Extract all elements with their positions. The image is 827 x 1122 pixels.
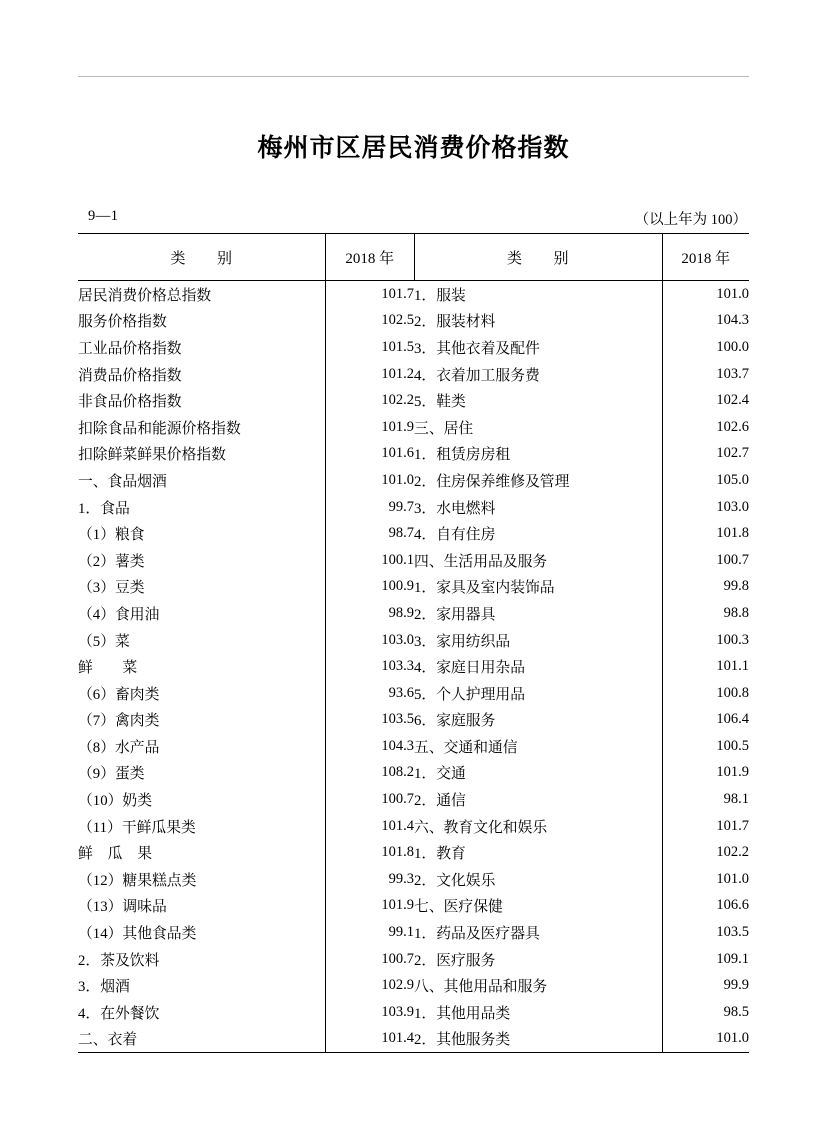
row-label-left: （5）菜 — [78, 633, 130, 650]
table-header-row — [78, 234, 749, 281]
row-value-right: 98.1 — [662, 786, 749, 813]
row-value-right: 102.6 — [662, 414, 749, 441]
row-label-left: 1．食品 — [78, 500, 130, 517]
row-value-right: 101.7 — [662, 813, 749, 840]
row-label-right: 四、生活用品及服务 — [414, 553, 548, 570]
table-row — [78, 334, 749, 361]
row-label-left: （13）调味品 — [78, 899, 167, 916]
row-label-left: 二、衣着 — [78, 1026, 326, 1053]
row-value-right: 104.3 — [662, 308, 749, 335]
row-value-right: 103.5 — [662, 919, 749, 946]
table-row — [78, 1026, 749, 1053]
row-label-left: （14）其他食品类 — [78, 926, 197, 943]
page-title: 梅州市区居民消费价格指数 — [257, 135, 570, 162]
table-row — [78, 467, 749, 494]
row-label-left: （9）蛋类 — [78, 766, 145, 783]
row-label-right: 2．服装材料 — [414, 314, 496, 331]
table-row — [78, 760, 749, 787]
row-value-left: 103.3 — [326, 653, 414, 680]
row-label-right: 4．家庭日用杂品 — [414, 660, 525, 677]
row-label-left: 2．茶及饮料 — [78, 952, 160, 969]
row-label-left: 扣除食品和能源价格指数 — [78, 420, 241, 437]
row-value-right: 101.9 — [662, 760, 749, 787]
row-value-left: 100.1 — [326, 547, 414, 574]
row-value-left: 101.9 — [326, 414, 414, 441]
table-body — [78, 281, 749, 1053]
row-label-left: 3．烟酒 — [78, 979, 130, 996]
row-value-right: 100.0 — [662, 334, 749, 361]
row-label-left: 居民消费价格总指数 — [78, 287, 212, 304]
row-value-right: 102.7 — [662, 441, 749, 468]
row-value-right: 102.2 — [662, 839, 749, 866]
row-value-right: 101.1 — [662, 653, 749, 680]
row-value-left: 100.7 — [326, 786, 414, 813]
table-row — [78, 813, 749, 840]
row-value-right: 101.0 — [662, 866, 749, 893]
table-row — [78, 387, 749, 414]
table-row — [78, 919, 749, 946]
row-value-left: 101.0 — [326, 467, 414, 494]
row-label-left: 鲜 瓜 果 — [78, 846, 152, 863]
row-value-left: 93.6 — [326, 680, 414, 707]
row-value-left: 101.7 — [326, 281, 414, 308]
row-label-right: 1．交通 — [414, 766, 466, 783]
row-label-right: 1．教育 — [414, 846, 466, 863]
row-label-right: 1．其他用品类 — [414, 1005, 511, 1022]
row-label-left: （11）干鲜瓜果类 — [78, 819, 196, 836]
row-value-left: 100.7 — [326, 946, 414, 973]
row-value-right: 98.5 — [662, 999, 749, 1026]
row-label-right: 七、医疗保健 — [414, 899, 503, 916]
table-row — [78, 547, 749, 574]
row-value-right: 105.0 — [662, 467, 749, 494]
table-row — [78, 972, 749, 999]
row-value-right: 106.4 — [662, 707, 749, 734]
row-label-right: 3．水电燃料 — [414, 500, 496, 517]
row-value-left: 101.4 — [326, 813, 414, 840]
row-value-left: 103.9 — [326, 999, 414, 1026]
row-value-right: 100.8 — [662, 680, 749, 707]
row-value-left: 101.9 — [326, 893, 414, 920]
row-value-right: 103.0 — [662, 494, 749, 521]
row-label-left: 鲜 菜 — [78, 660, 138, 677]
row-value-right: 98.8 — [662, 600, 749, 627]
row-value-left: 101.5 — [326, 334, 414, 361]
row-label-right: 5．鞋类 — [414, 394, 466, 411]
header-year-right: 2018 年 — [662, 234, 749, 281]
row-label-left: （6）畜肉类 — [78, 686, 160, 703]
row-label-left: （4）食用油 — [78, 606, 160, 623]
row-value-left: 101.2 — [326, 361, 414, 388]
header-category-left: 类 别 — [78, 234, 326, 281]
row-value-right: 100.7 — [662, 547, 749, 574]
table-row — [78, 308, 749, 335]
table-row — [78, 680, 749, 707]
header-year-left: 2018 年 — [326, 234, 414, 281]
row-label-left: （12）糖果糕点类 — [78, 872, 197, 889]
row-label-right: 2．家用器具 — [414, 606, 496, 623]
row-label-left: （2）薯类 — [78, 553, 145, 570]
table-row — [78, 441, 749, 468]
row-value-right: 100.3 — [662, 627, 749, 654]
table-number: 9—1 — [88, 208, 119, 224]
row-label-right: 1．租赁房房租 — [414, 447, 511, 464]
row-value-right: 99.8 — [662, 574, 749, 601]
header-category-right: 类 别 — [414, 234, 662, 281]
table-row — [78, 866, 749, 893]
row-value-left: 98.7 — [326, 520, 414, 547]
table-row — [78, 574, 749, 601]
table-row — [78, 999, 749, 1026]
row-value-left: 102.5 — [326, 308, 414, 335]
row-label-right: 1．家具及室内装饰品 — [414, 580, 555, 597]
row-label-right: 八、其他用品和服务 — [414, 979, 548, 996]
row-label-right: 6．家庭服务 — [414, 713, 496, 730]
row-label-right: 2．住房保养维修及管理 — [414, 473, 570, 490]
table-row — [78, 627, 749, 654]
row-label-left: （8）水产品 — [78, 739, 160, 756]
row-label-left: 一、食品烟酒 — [78, 473, 167, 490]
row-value-left: 99.3 — [326, 866, 414, 893]
table-row — [78, 839, 749, 866]
header-divider — [78, 76, 749, 77]
row-label-left: （10）奶类 — [78, 793, 152, 810]
table-row — [78, 893, 749, 920]
row-value-left: 100.9 — [326, 574, 414, 601]
cpi-table — [78, 233, 749, 1053]
table-row — [78, 520, 749, 547]
table-row — [78, 733, 749, 760]
row-label-right: 3．其他衣着及配件 — [414, 340, 540, 357]
row-label-right: 4．自有住房 — [414, 527, 496, 544]
row-value-left: 101.6 — [326, 441, 414, 468]
table-row — [78, 707, 749, 734]
row-label-left: （1）粮食 — [78, 527, 145, 544]
row-label-right: 三、居住 — [414, 420, 474, 437]
row-label-left: 4．在外餐饮 — [78, 1005, 160, 1022]
row-label-left: 扣除鲜菜鲜果价格指数 — [78, 447, 226, 464]
row-label-right: 1．药品及医疗器具 — [414, 926, 540, 943]
row-value-left: 103.5 — [326, 707, 414, 734]
row-label-right: 3．家用纺织品 — [414, 633, 511, 650]
row-value-left: 99.7 — [326, 494, 414, 521]
row-value-left: 103.0 — [326, 627, 414, 654]
row-label-right: 2．医疗服务 — [414, 952, 496, 969]
table-row — [78, 281, 749, 308]
row-value-left: 102.9 — [326, 972, 414, 999]
table-row — [78, 361, 749, 388]
row-value-right: 101.0 — [662, 281, 749, 308]
table-row — [78, 786, 749, 813]
row-value-left: 108.2 — [326, 760, 414, 787]
row-value-right: 106.6 — [662, 893, 749, 920]
row-label-left: 服务价格指数 — [78, 314, 167, 331]
row-value-left: 99.1 — [326, 919, 414, 946]
row-label-left: 非食品价格指数 — [78, 394, 182, 411]
row-label-right: 2．文化娱乐 — [414, 872, 496, 889]
row-label-right: 六、教育文化和娱乐 — [414, 819, 548, 836]
row-label-left: （7）禽肉类 — [78, 713, 160, 730]
row-label-right: 1．服装 — [414, 287, 466, 304]
row-value-right: 101.8 — [662, 520, 749, 547]
row-value-left: 98.9 — [326, 600, 414, 627]
table-row — [78, 600, 749, 627]
row-value-right: 101.0 — [662, 1026, 749, 1053]
row-value-right: 99.9 — [662, 972, 749, 999]
row-value-right: 109.1 — [662, 946, 749, 973]
table-row — [78, 494, 749, 521]
table-row — [78, 414, 749, 441]
row-value-right: 102.4 — [662, 387, 749, 414]
row-label-right: 五、交通和通信 — [414, 739, 518, 756]
table-row — [78, 653, 749, 680]
table-row — [78, 946, 749, 973]
row-value-right: 103.7 — [662, 361, 749, 388]
row-value-left: 104.3 — [326, 733, 414, 760]
unit-note: （以上年为 100） — [634, 212, 747, 228]
row-label-right: 4．衣着加工服务费 — [414, 367, 540, 384]
row-label-right: 2．通信 — [414, 793, 466, 810]
row-label-right: 5．个人护理用品 — [414, 686, 525, 703]
row-value-left: 101.8 — [326, 839, 414, 866]
row-value-right: 100.5 — [662, 733, 749, 760]
row-value-left: 101.4 — [326, 1026, 414, 1053]
row-value-left: 102.2 — [326, 387, 414, 414]
row-label-right: 2．其他服务类 — [414, 1026, 662, 1053]
row-label-left: （3）豆类 — [78, 580, 145, 597]
row-label-left: 工业品价格指数 — [78, 340, 182, 357]
row-label-left: 消费品价格指数 — [78, 367, 182, 384]
